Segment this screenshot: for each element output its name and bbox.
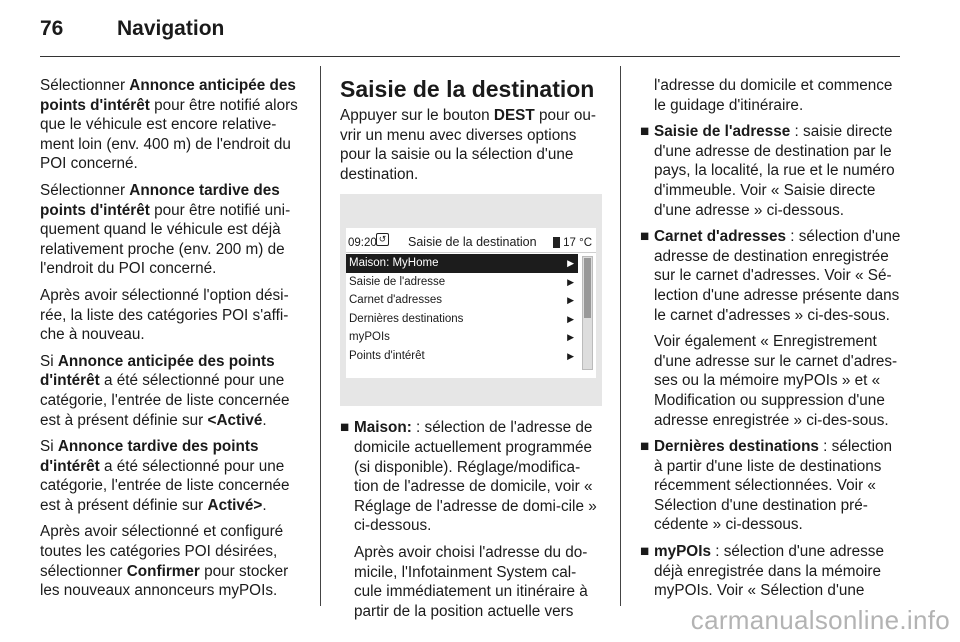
column-divider	[620, 66, 621, 606]
chevron-right-icon: ▶	[567, 332, 574, 343]
chevron-right-icon: ▶	[567, 350, 574, 361]
thermometer-icon	[553, 237, 560, 248]
bullet-icon: ■	[640, 543, 650, 561]
bullet-subparagraph: l'adresse du domicile et commence le guidage d'itinéraire.	[654, 77, 893, 114]
menu-item-recent[interactable]: Dernières destinations ▶	[346, 310, 578, 329]
menu-item-pois[interactable]: Points d'intérêt ▶	[346, 347, 578, 366]
screen-title: Saisie de la destination	[408, 235, 537, 250]
back-icon: ↺	[376, 233, 389, 246]
chevron-right-icon: ▶	[567, 295, 574, 306]
paragraph: Après avoir sélectionné l'option dési-rée, la liste des catégories POI s'affi-che à nouveau.	[40, 286, 289, 344]
screen-menu	[346, 254, 578, 365]
paragraph: Après avoir sélectionné et configuré toutes les catégories POI désirées, sélectionner Confirmer pour stocker les nouveaux annonceurs myPOIs.	[40, 523, 289, 600]
menu-item-address-book[interactable]: Carnet d'adresses ▶	[346, 291, 578, 310]
column-middle	[340, 76, 602, 628]
column-right	[640, 76, 902, 608]
bullet-subparagraph: Après avoir choisi l'adresse du do-micile, l'Infotainment System cal-cule immédiatement un itinéraire à partir de la position actuelle vers	[354, 543, 588, 620]
menu-item-mypois[interactable]: myPOIs ▶	[346, 328, 578, 347]
bullet-icon: ■	[640, 123, 650, 141]
screen-temperature: 17 °C	[553, 234, 592, 254]
bullet-item: ■ Saisie de l'adresse : saisie directe d'une adresse de destination par le pays, la localité, la rue et le numéro d'immeuble. Voir « Saisie directe d'une adresse » ci-dessous.	[640, 123, 895, 219]
bullet-item: ■ Dernières destinations : sélection à partir d'une liste de destinations récemment sélectionnées. Voir « Sélection d'une destination pré-cédente » ci-dessous.	[640, 438, 893, 534]
paragraph: Appuyer sur le bouton DEST pour ou-vrir un menu avec diverses options pour la saisie ou la sélection d'une destination.	[340, 107, 596, 183]
paragraph: Sélectionner Annonce anticipée des points d'intérêt pour être notifié alors que le véhicule est encore relative-ment loin (env. 400 m) de l'endroit du POI concerné.	[40, 77, 298, 173]
page-number: 76	[40, 17, 64, 40]
chapter-title: Navigation	[117, 17, 225, 40]
column-left	[40, 76, 308, 608]
bullet-icon: ■	[340, 419, 350, 437]
bullet-item: ■ myPOIs : sélection d'une adresse déjà enregistrée dans la mémoire myPOIs. Voir « Sélection d'une	[640, 543, 884, 600]
paragraph: Si Annonce tardive des points d'intérêt a été sélectionné pour une catégorie, l'entrée de liste concernée est à présent définie sur Activé>.	[40, 438, 290, 514]
paragraph: Si Annonce anticipée des points d'intérêt a été sélectionné pour une catégorie, l'entrée de liste concernée est à présent définie sur <Activé.	[40, 352, 290, 429]
screen-scrollbar[interactable]	[582, 256, 593, 370]
scrollbar-thumb[interactable]	[584, 258, 591, 318]
chevron-right-icon: ▶	[567, 313, 574, 324]
menu-item-address-entry[interactable]: Saisie de l'adresse ▶	[346, 273, 578, 292]
paragraph: Sélectionner Annonce tardive des points d'intérêt pour être notifié uni-quement quand le véhicule est déjà relativement proche (env. 200 m) de l'endroit du POI concerné.	[40, 181, 291, 278]
screen-clock: 09:20	[348, 237, 377, 250]
watermark: carmanualsonline.info	[690, 605, 950, 635]
menu-item-home[interactable]: Maison: MyHome ▶	[346, 254, 578, 273]
chevron-right-icon: ▶	[567, 258, 574, 269]
page-header	[40, 17, 225, 41]
column-divider	[320, 66, 321, 606]
screen-header	[346, 228, 596, 253]
bullet-item: ■ Carnet d'adresses : sélection d'une adresse de destination enregistrée sur le carnet d'adresses. Voir « Sé-lection d'une adresse présente dans le carnet d'adresses » ci-des-sous.	[640, 228, 901, 324]
bullet-icon: ■	[640, 438, 650, 456]
bullet-icon: ■	[640, 228, 650, 246]
bullet-item: ■ Maison: : sélection de l'adresse de domicile actuellement programmée (si disponible). Réglage/modifica-tion de l'adresse de domicile, voir « Réglage de l'adresse de domi-cile » ci-dessous.	[340, 419, 597, 535]
bullet-subparagraph: Voir également « Enregistrement d'une adresse sur le carnet d'adres-ses ou la mémoire myPOIs » et « Modification ou suppression d'une adresse enregistrée » ci-des-sous.	[654, 333, 898, 429]
infotainment-screen	[346, 228, 596, 378]
header-rule	[40, 56, 900, 57]
screen-figure	[340, 194, 602, 406]
section-title: Saisie de la destination	[340, 76, 595, 102]
chevron-right-icon: ▶	[567, 276, 574, 287]
